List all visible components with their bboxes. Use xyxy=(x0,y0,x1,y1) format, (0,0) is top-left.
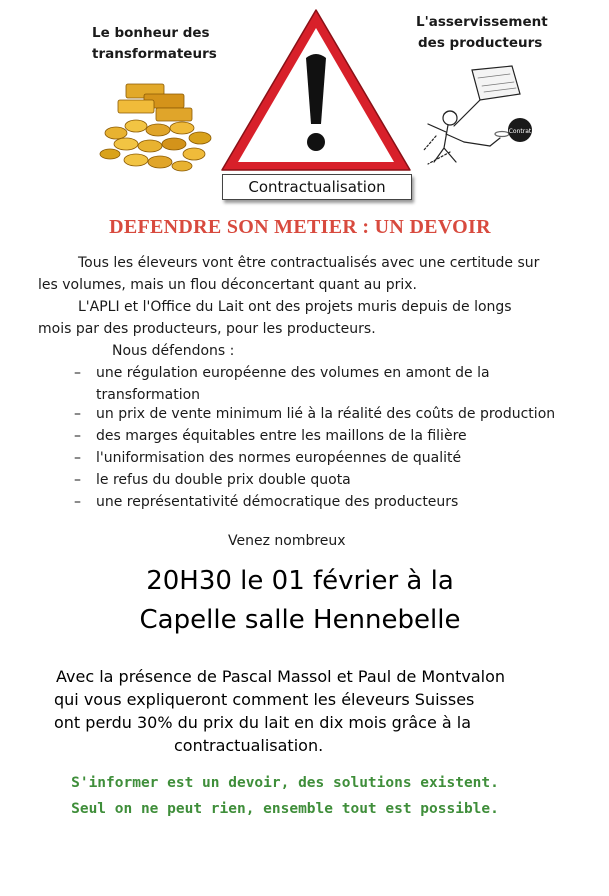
intro-p2-line2: mois par des producteurs, pour les producteurs. xyxy=(38,321,376,337)
bullet-text: une représentativité démocratique des producteurs xyxy=(96,494,459,510)
bullet-item xyxy=(74,469,574,491)
bullet-item xyxy=(74,403,574,425)
bullet-item xyxy=(74,447,574,469)
bullet-dash: – xyxy=(74,450,81,466)
presence-line: qui vous expliqueront comment les éleveurs Suisses xyxy=(54,690,475,709)
intro-p1-line2: les volumes, mais un flou déconcertant quant au prix. xyxy=(38,277,417,293)
bullet-item xyxy=(74,362,574,406)
bullet-item xyxy=(74,491,574,513)
bullet-dash: – xyxy=(74,494,81,510)
presence-line: Avec la présence de Pascal Massol et Paul de Montvalon xyxy=(56,667,506,686)
intro-p2-line1: L'APLI et l'Office du Lait ont des projets muris depuis de longs xyxy=(78,299,512,315)
bullet-dash: – xyxy=(74,428,81,444)
intro-p3: Nous défendons : xyxy=(112,343,235,359)
bullet-line: une régulation européenne des volumes en amont de la xyxy=(96,365,490,381)
left-caption-line: transformateurs xyxy=(92,46,217,62)
warning-sign-icon xyxy=(218,6,414,174)
slogan-line: S'informer est un devoir, des solutions existent. xyxy=(71,775,499,791)
bullet-text: le refus du double prix double quota xyxy=(96,472,351,488)
bullet-text xyxy=(96,362,576,406)
bullet-dash: – xyxy=(74,365,81,381)
left-caption-line: Le bonheur des xyxy=(92,25,210,41)
left-caption xyxy=(92,23,217,65)
contrat-ball-label: Contrat xyxy=(508,128,532,135)
bullet-dash: – xyxy=(74,472,81,488)
bullet-text: des marges équitables entre les maillons de la filière xyxy=(96,428,467,444)
event-time-date: 20H30 le 01 février à la xyxy=(146,566,454,596)
intro-p1-line1: Tous les éleveurs vont être contractualisés avec une certitude sur xyxy=(78,255,540,271)
event-location: Capelle salle Hennebelle xyxy=(139,605,461,635)
bullet-item xyxy=(74,425,574,447)
bullet-text: un prix de vente minimum lié à la réalité des coûts de production xyxy=(96,406,556,422)
bullet-dash: – xyxy=(74,406,81,422)
presence-line: contractualisation. xyxy=(174,736,324,755)
venez-nombreux: Venez nombreux xyxy=(228,533,346,549)
right-caption xyxy=(416,12,548,54)
slogan-line: Seul on ne peut rien, ensemble tout est possible. xyxy=(71,801,499,817)
contractualisation-label: Contractualisation xyxy=(222,174,412,200)
main-heading: DEFENDRE SON METIER : UN DEVOIR xyxy=(109,216,491,238)
farmer-cartoon-illustration xyxy=(420,64,540,172)
gold-coins-illustration xyxy=(96,78,216,176)
right-caption-line: L'asservissement xyxy=(416,14,548,30)
right-caption-line: des producteurs xyxy=(418,35,543,51)
bullet-text: l'uniformisation des normes européennes de qualité xyxy=(96,450,462,466)
presence-line: ont perdu 30% du prix du lait en dix mois grâce à la xyxy=(54,713,472,732)
bullet-line: transformation xyxy=(96,387,201,403)
